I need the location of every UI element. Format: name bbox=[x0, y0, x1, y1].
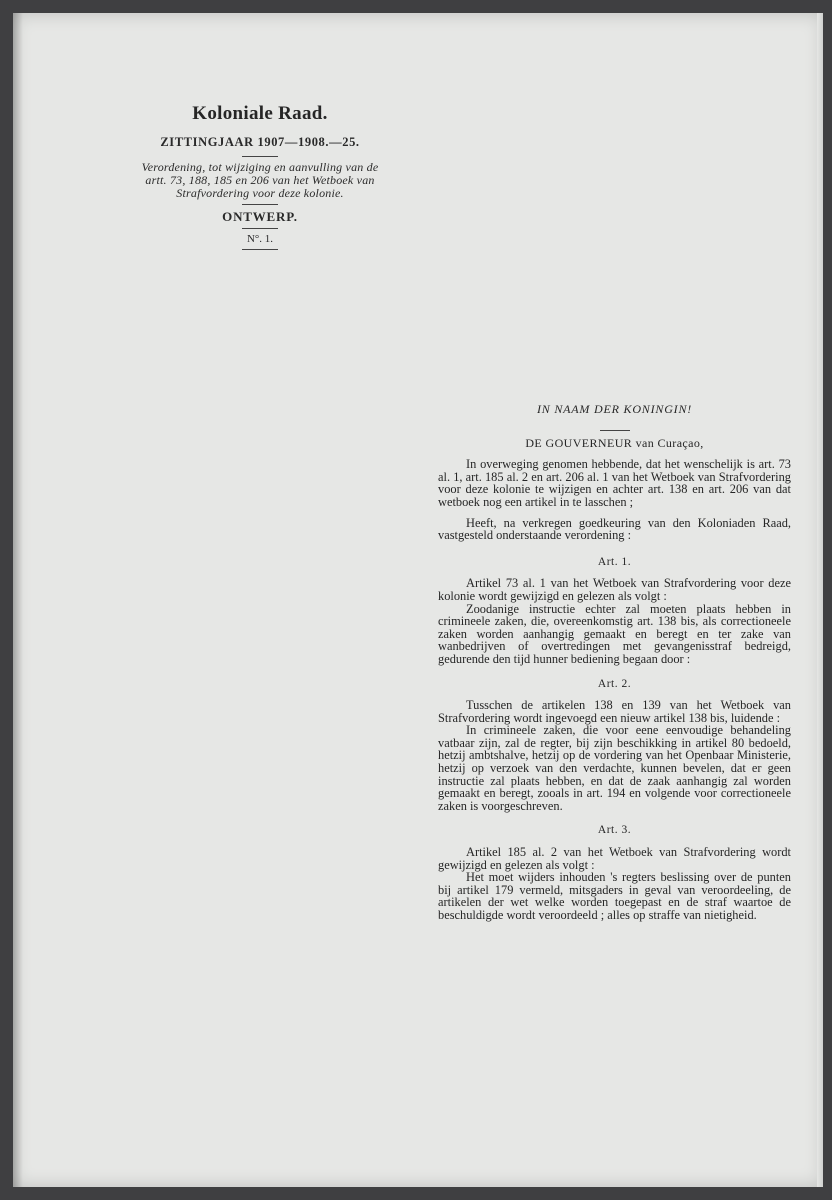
ordinance-body bbox=[438, 403, 791, 922]
considering-paragraph: In overweging genomen hebbende, dat het wenschelijk is art. 73 al. 1, art. 185 al. 2 en art. 206 al. 1 van het Wetboek van Strafvordering voor deze kolonie te wijzigen en achter art. 138 en art. 206 van dat wetboek nog een artikel in te lasschen ; bbox=[438, 457, 791, 509]
article-paragraph: In crimineele zaken, die voor eene eenvoudige behandeling vatbaar zijn, zal de regter, bij zijn beschikking in artikel 80 bedoeld, hetzij ambtshalve, hetzij op de vordering van het Openbaar Ministerie, hetzij op verzoek van den verdachte, kunnen bevelen, dat er geen instructie zal plaats hebben, en dat de zaak aanhangig zal worden gemaakt en beregt, zooals in art. 194 en volgende voor correctioneele zaken is voorgeschreven. bbox=[438, 723, 791, 813]
article-heading: Art. 1. bbox=[597, 555, 632, 568]
binding-shadow bbox=[13, 13, 23, 1187]
article-paragraph: Tusschen de artikelen 138 en 139 van het Wetboek van Strafvordering wordt ingevoegd een nieuw artikel 138 bis, luidende : bbox=[438, 698, 791, 725]
document-number: N°. 1. bbox=[246, 233, 274, 245]
session-year: ZITTINGJAAR 1907—1908.—25. bbox=[160, 135, 360, 149]
document-page bbox=[13, 13, 823, 1187]
article-paragraph: Het moet wijders inhouden 's regters beslissing over de punten bij artikel 179 vermeld, mitsgaders in geval van veroordeeling, de artikelen der wet welke worden toegepast en de straf waartoe de beschuldigde wordt veroordeeld ; alles op straffe van nietigheid. bbox=[438, 870, 791, 922]
divider bbox=[600, 430, 630, 431]
enacting-paragraph: Heeft, na verkregen goedkeuring van den Koloniaden Raad, vastgesteld onderstaande verordening : bbox=[438, 515, 791, 543]
article-heading: Art. 3. bbox=[597, 824, 632, 837]
ordinance-subject: Verordening, tot wijziging en aanvulling van de artt. 73, 188, 185 en 206 van het Wetboek van Strafvordering voor deze kolonie. bbox=[141, 160, 379, 200]
divider bbox=[242, 228, 278, 229]
divider bbox=[242, 249, 278, 250]
page-edge bbox=[817, 13, 823, 1187]
article-heading: Art. 2. bbox=[597, 677, 632, 690]
draft-label: ONTWERP. bbox=[222, 209, 298, 224]
divider bbox=[242, 156, 278, 157]
council-title: Koloniale Raad. bbox=[192, 103, 328, 124]
document-header bbox=[130, 103, 390, 250]
article-paragraph: Artikel 73 al. 1 van het Wetboek van Strafvordering voor deze kolonie wordt gewijzigd en gelezen als volgt : bbox=[438, 576, 791, 603]
governor-line: DE GOUVERNEUR van Curaçao, bbox=[525, 435, 704, 450]
article-paragraph: Artikel 185 al. 2 van het Wetboek van Strafvordering wordt gewijzigd en gelezen als volgt : bbox=[438, 845, 791, 872]
invocation: IN NAAM DER KONINGIN! bbox=[536, 402, 693, 416]
divider bbox=[242, 204, 278, 205]
article-paragraph: Zoodanige instructie echter zal moeten plaats hebben in crimineele zaken, die, overeenkomstig art. 138 bis, als correctioneele zaken worden aanhangig gemaakt en beregt en ter zake van wanbedrijven of overtredingen met gevangenisstraf bedreigd, gedurende den tijd hunner bediening begaan door : bbox=[438, 601, 791, 666]
